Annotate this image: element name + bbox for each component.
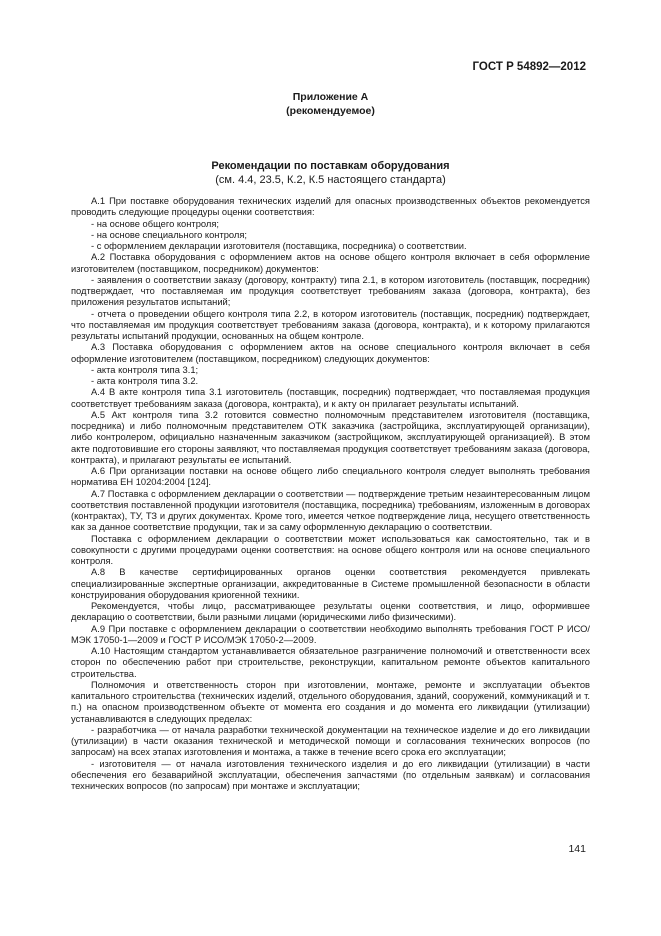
paragraph: - акта контроля типа 3.1; [91,364,199,375]
document-body [71,196,590,792]
paragraph: Рекомендуется, чтобы лицо, рассматривающее результаты оценки соответствия, и лицо, оформившее декларацию о соответствии, были разными лицами (юридическими либо физическими). [71,601,590,623]
standard-code: ГОСТ Р 54892—2012 [472,61,586,73]
appendix-title: Приложение А [292,91,369,103]
paragraph: А.5 Акт контроля типа 3.2 готовится совместно полномочным представителем изготовителя (поставщика, посредника) и либо полномочным представителем ОТК заказчика (застройщика, эксплуатирующей организации), либо контролером, официально назначенным заказчиком (застройщиком, эксплуатирующей организацией). В этом акте подготовившие его стороны заявляют, что поставляемая продукция соответствует требованиям заказа (договора, контракта), и прилагают результаты ее испытаний. [71,409,590,465]
paragraph: - изготовителя — от начала изготовления технического изделия и до его ликвидации (утилизации) в части обеспечения его безаварийной эксплуатации, обеспечения запчастями (по отдельным заявкам) и согласования технических вопросов (по запросам) при монтаже и эксплуатации; [71,758,590,791]
section-title: Рекомендации по поставкам оборудования [211,160,450,172]
section-subtitle: (см. 4.4, 23.5, К.2, К.5 настоящего стандарта) [215,174,446,186]
paragraph: - заявления о соответствии заказу (договору, контракту) типа 2.1, в котором изготовитель (поставщик, посредник) подтверждает, что поставляемая им продукция соответствует требованиям заказа (договора, контракта), без приложения результатов испытаний; [71,274,590,308]
paragraph: А.2 Поставка оборудования с оформлением актов на основе общего контроля включает в себя оформление изготовителем (поставщиком, посредником) документов: [71,252,590,274]
paragraph: А.8 В качестве сертифицированных органов оценки соответствия рекомендуется привлекать специализированные экспертные организации, аккредитованные в Системе промышленной безопасности в области конструирования оборудования криогенной техники. [71,567,590,600]
paragraph: А.10 Настоящим стандартом устанавливается обязательное разграничение полномочий и ответственности всех сторон по обеспечению работ при строительстве, реконструкции, капитальном ремонте объектов капитального строительства. [71,646,590,679]
section-heading [0,159,661,187]
paragraph: - акта контроля типа 3.2. [91,376,199,386]
paragraph: А.4 В акте контроля типа 3.1 изготовитель (поставщик, посредник) подтверждает, что поставляемая продукция соответствует требованиям заказа (договора, контракта), и к акту он прилагает результаты испытаний. [71,387,590,409]
paragraph: - на основе специального контроля; [91,229,248,240]
paragraph: А.6 При организации поставки на основе общего либо специального контроля следует выполнять требования норматива ЕН 10204:2004 [124]. [71,466,590,488]
paragraph: А.1 При поставке оборудования технических изделий для опасных производственных объектов рекомендуется проводить следующие процедуры оценки соответствия: [71,196,590,218]
paragraph: Поставка с оформлением декларации о соответствии может использоваться как самостоятельно, так и в совокупности с другими процедурами оценки соответствия: на основе общего контроля или на основе специального контроля. [71,533,590,566]
paragraph: - на основе общего контроля; [91,218,219,229]
paragraph: - отчета о проведении общего контроля типа 2.2, в котором изготовитель (поставщик, посредник) подтверждает, что поставляемая им продукция соответствует требованиям заказа (договора, контракта), и к которому прилагаются результаты испытаний продукции, основанных на общем контроле. [71,308,590,341]
paragraph: - разработчика — от начала разработки технической документации на техническое изделие и до его ликвидации (утилизации) в части оказания технической и методической помощи и согласования технических вопросов (по запросам) на всех этапах изготовления и монтажа, а также в течение всего срока его эксплуатации; [71,724,590,758]
appendix-heading [0,90,661,118]
paragraph: А.9 При поставке с оформлением декларации о соответствии необходимо выполнять требования ГОСТ Р ИСО/МЭК 17050-1—2009 и ГОСТ Р ИСО/МЭК 17050-2—2009. [71,623,590,645]
paragraph: А.3 Поставка оборудования с оформлением актов на основе специального контроля включает в себя оформление изготовителем (поставщиком, посредником) следующих документов: [71,342,590,364]
page-number: 141 [568,843,586,855]
appendix-status: (рекомендуемое) [286,105,375,117]
paragraph: - с оформлением декларации изготовителя (поставщика, посредника) о соответствии. [91,241,467,251]
paragraph: А.7 Поставка с оформлением декларации о соответствии — подтверждение третьим незаинтересованным лицом соответствия поставленной продукции изготовителя (поставщика, посредника) требованиям, изложенным в договорах (контрактах), ТУ, ТЗ и других документах. Кроме того, имеется четкое подтверждение лица, несущего ответственность как за данное соответствие продукции, так и за саму оформленную декларацию о соответствии. [71,488,590,533]
paragraph: Полномочия и ответственность сторон при изготовлении, монтаже, ремонте и эксплуатации объектов капитального строительства (технических изделий, отдельного оборудования, зданий, сооружений, коммуникаций и т. п.) на опасном производственном объекте от момента его создания и до момента его ликвидации (утилизации) устанавливаются в следующих пределах: [71,679,590,724]
